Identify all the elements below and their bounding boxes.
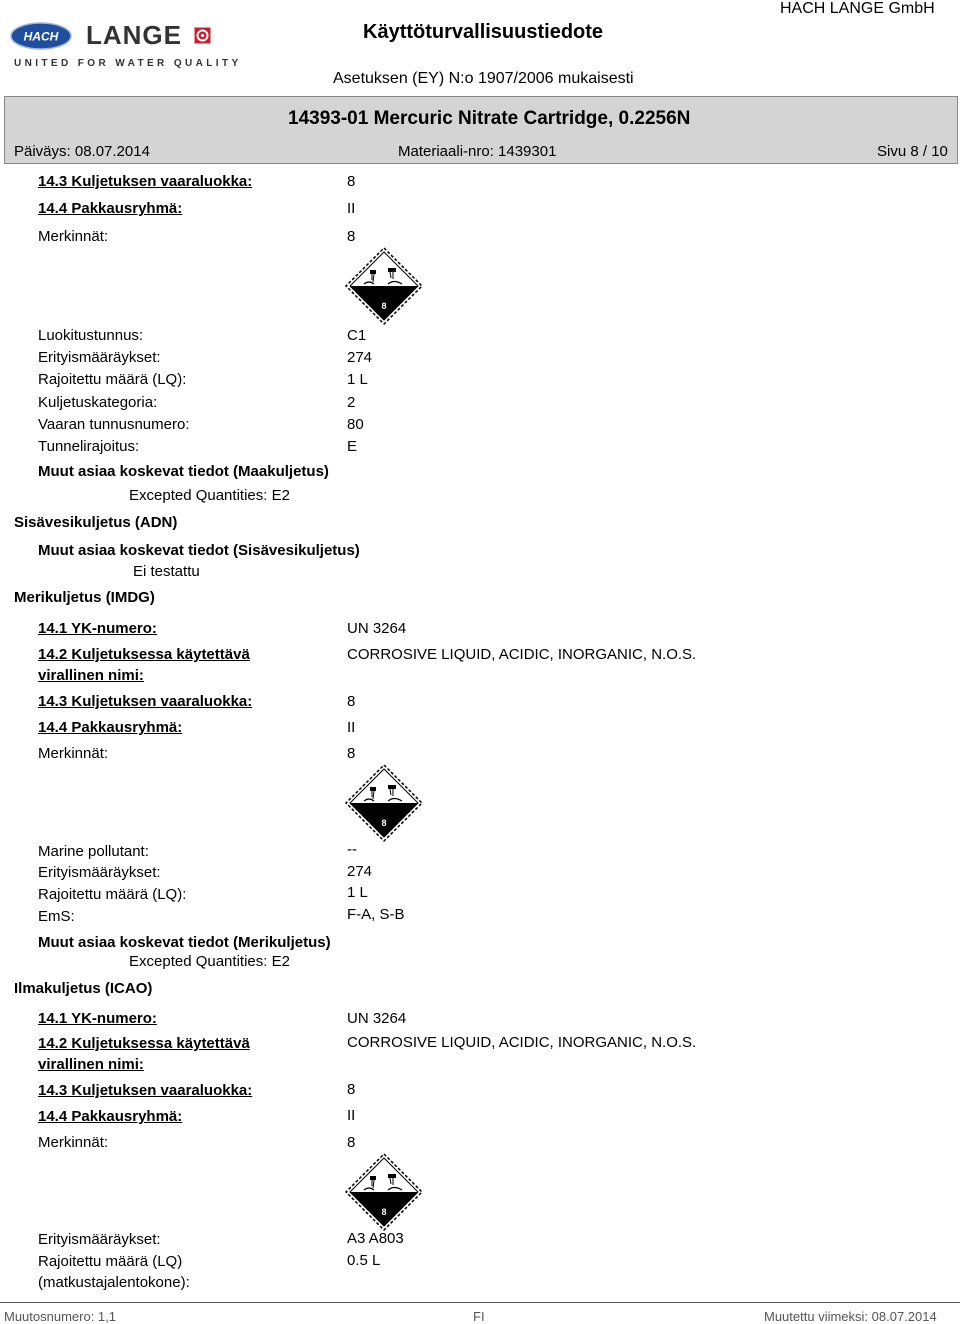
sea-pollutant-label: Marine pollutant: (38, 843, 149, 860)
air-name-value: CORROSIVE LIQUID, ACIDIC, INORGANIC, N.O.S. (347, 1034, 697, 1051)
sea-heading: Merikuljetus (IMDG) (14, 589, 155, 606)
road-hazard-id-label: Vaaran tunnusnumero: (38, 416, 190, 433)
footer-divider (0, 1302, 960, 1303)
sea-lq-label: Rajoitettu määrä (LQ): (38, 886, 187, 903)
sea-name-label-line2: virallinen nimi: (38, 667, 144, 684)
road-tunnel-value: E (347, 438, 358, 455)
road-other-text: Excepted Quantities: E2 (129, 487, 290, 504)
road-group-label: 14.4 Pakkausryhmä: (38, 200, 183, 217)
sea-un-value: UN 3264 (347, 620, 407, 637)
svg-text:HACH: HACH (23, 29, 59, 44)
inland-other-heading: Muut asiaa koskevat tiedot (Sisävesikuljetus) (38, 542, 360, 559)
road-classification-label: Luokitustunnus: (38, 327, 144, 344)
road-group-value: II (347, 200, 356, 217)
sea-name-label-line1: 14.2 Kuljetuksessa käytettävä (38, 646, 250, 663)
air-marks-value: 8 (347, 1134, 356, 1151)
sea-class-value: 8 (347, 693, 356, 710)
svg-text:8: 8 (381, 818, 387, 828)
sea-marks-label: Merkinnät: (38, 745, 109, 762)
road-class-label: 14.3 Kuljetuksen vaaraluokka: (38, 173, 253, 190)
road-marks-value: 8 (347, 228, 356, 245)
road-classification-value: C1 (347, 327, 367, 344)
sea-class-label: 14.3 Kuljetuksen vaaraluokka: (38, 693, 253, 710)
sea-name-value: CORROSIVE LIQUID, ACIDIC, INORGANIC, N.O.S. (347, 646, 697, 663)
air-group-value: II (347, 1107, 356, 1124)
hach-logo (10, 22, 72, 50)
svg-text:8: 8 (381, 301, 387, 311)
sea-other-text: Excepted Quantities: E2 (129, 953, 290, 970)
sea-special-label: Erityismääräykset: (38, 864, 161, 881)
sea-ems-value: F-A, S-B (347, 906, 405, 923)
road-special-label: Erityismääräykset: (38, 349, 161, 366)
inland-other-text: Ei testattu (133, 563, 200, 580)
air-group-label: 14.4 Pakkausryhmä: (38, 1108, 183, 1125)
corrosive-hazard-icon (344, 763, 424, 843)
revision-number: Muutosnumero: 1,1 (4, 1309, 117, 1324)
sea-group-label: 14.4 Pakkausryhmä: (38, 719, 183, 736)
road-class-value: 8 (347, 173, 356, 190)
air-class-label: 14.3 Kuljetuksen vaaraluokka: (38, 1082, 253, 1099)
lange-logo-mark (194, 27, 211, 44)
air-lq-label-line1: Rajoitettu määrä (LQ) (38, 1253, 183, 1270)
air-un-label: 14.1 YK-numero: (38, 1010, 157, 1027)
sea-lq-value: 1 L (347, 884, 368, 901)
sea-special-value: 274 (347, 863, 373, 880)
road-special-value: 274 (347, 349, 373, 366)
page-number: Sivu 8 / 10 (877, 143, 948, 160)
road-category-label: Kuljetuskategoria: (38, 394, 158, 411)
air-special-value: A3 A803 (347, 1230, 404, 1247)
tagline: UNITED FOR WATER QUALITY (14, 58, 242, 69)
inland-heading: Sisävesikuljetus (ADN) (14, 514, 178, 531)
air-lq-value: 0.5 L (347, 1252, 381, 1269)
company-name: HACH LANGE GmbH (780, 0, 935, 17)
sea-un-label: 14.1 YK-numero: (38, 620, 157, 637)
road-lq-label: Rajoitettu määrä (LQ): (38, 371, 187, 388)
material-number: Materiaali-nro: 1439301 (398, 143, 557, 160)
road-marks-label: Merkinnät: (38, 228, 109, 245)
lange-logo-text: LANGE (86, 20, 182, 50)
sea-group-value: II (347, 719, 356, 736)
sea-other-heading: Muut asiaa koskevat tiedot (Merikuljetus) (38, 934, 331, 951)
air-un-value: UN 3264 (347, 1010, 407, 1027)
corrosive-hazard-icon (344, 1152, 424, 1232)
svg-text:8: 8 (381, 1207, 387, 1217)
road-category-value: 2 (347, 394, 356, 411)
document-title: Käyttöturvallisuustiedote (363, 21, 604, 43)
air-lq-label-line2: (matkustajalentokone): (38, 1274, 190, 1291)
road-other-heading: Muut asiaa koskevat tiedot (Maakuljetus) (38, 463, 329, 480)
product-name: 14393-01 Mercuric Nitrate Cartridge, 0.2256N (288, 108, 691, 129)
regulation-text: Asetuksen (EY) N:o 1907/2006 mukaisesti (333, 70, 634, 87)
air-name-label-line1: 14.2 Kuljetuksessa käytettävä (38, 1035, 250, 1052)
road-tunnel-label: Tunnelirajoitus: (38, 438, 140, 455)
corrosive-hazard-icon (344, 246, 424, 326)
sea-pollutant-value: -- (347, 841, 357, 858)
sea-ems-label: EmS: (38, 908, 75, 925)
language-code: FI (473, 1309, 485, 1324)
issue-date: Päiväys: 08.07.2014 (14, 143, 150, 160)
last-modified: Muutettu viimeksi: 08.07.2014 (764, 1309, 937, 1324)
road-hazard-id-value: 80 (347, 416, 364, 433)
air-heading: Ilmakuljetus (ICAO) (14, 980, 153, 997)
air-class-value: 8 (347, 1081, 356, 1098)
air-marks-label: Merkinnät: (38, 1134, 109, 1151)
air-name-label-line2: virallinen nimi: (38, 1056, 144, 1073)
air-special-label: Erityismääräykset: (38, 1231, 161, 1248)
road-lq-value: 1 L (347, 371, 368, 388)
sea-marks-value: 8 (347, 745, 356, 762)
